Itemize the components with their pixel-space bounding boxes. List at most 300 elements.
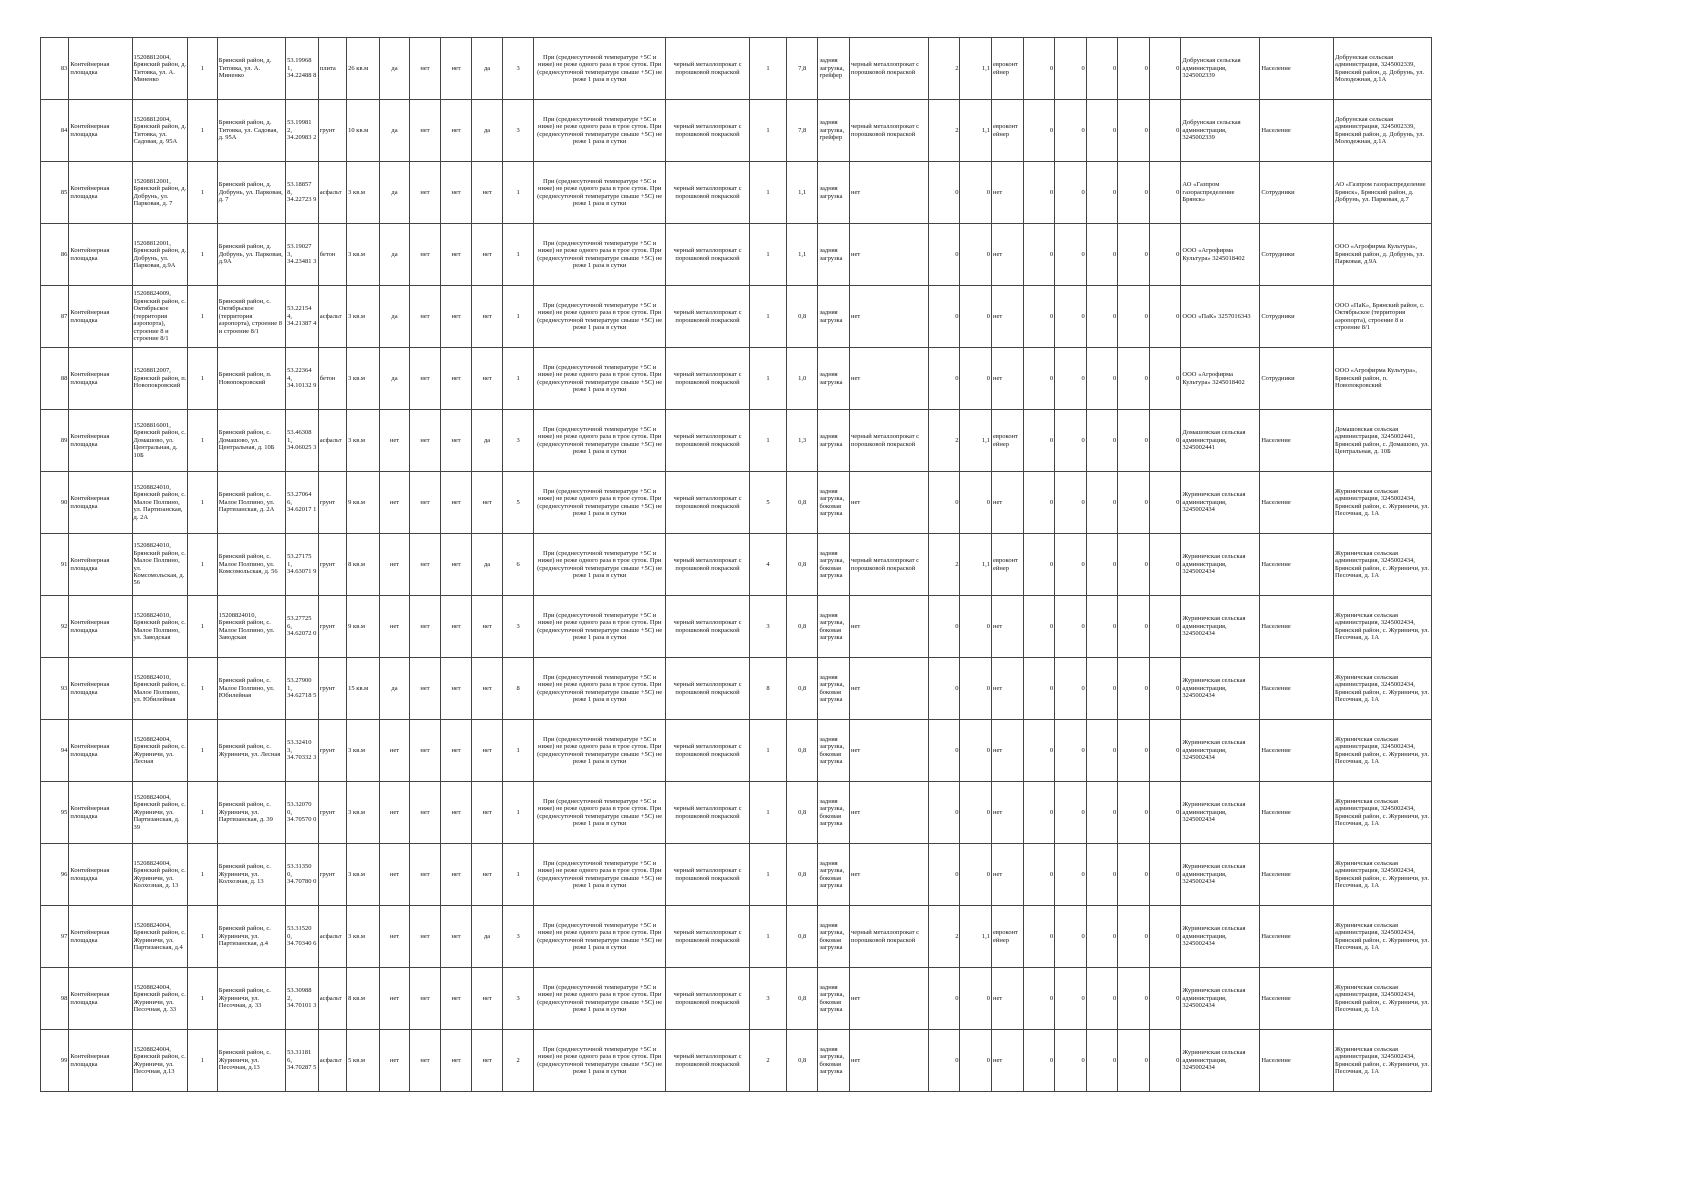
zero-col-4: 0: [1118, 844, 1150, 906]
collection-schedule: При (среднесуточной температуре +5С и ниже) не реже одного раза в трое суток. При (среднесуточной температуре свыше +5С) не реже 1 раза в сутки: [534, 534, 666, 596]
site-coordinates: 53.19968 1, 34.22488 8: [286, 38, 319, 100]
zero-col-3: 0: [1086, 968, 1118, 1030]
row-number: 99: [41, 1030, 69, 1092]
zero-col-1: 0: [1023, 472, 1055, 534]
container-material: черный металлопрокат с порошковой покраской: [665, 348, 749, 410]
container-kind-2: евроконт ейнер: [992, 38, 1024, 100]
site-coordinates: 53.27064 6, 34.62017 1: [286, 472, 319, 534]
site-count: 1: [188, 720, 217, 782]
container-qty: 8: [750, 658, 787, 720]
waste-source: Население: [1260, 38, 1334, 100]
container-kind-2: нет: [992, 720, 1024, 782]
site-location: Брянский район, с. Октябрьское (территория аэропорта), строение 8 и строение 8/1: [217, 286, 285, 348]
owner-details: Журиничская сельская администрация, 3245002434, Брянский район, с. Журиничи, ул. Песочная, д. 1А: [1333, 658, 1431, 720]
table-row: [41, 38, 1432, 100]
flag-c: нет: [440, 720, 472, 782]
site-type: Контейнерная площадка: [69, 968, 132, 1030]
collection-schedule: При (среднесуточной температуре +5С и ниже) не реже одного раза в трое суток. При (среднесуточной температуре свыше +5С) не реже 1 раза в сутки: [534, 100, 666, 162]
site-area: 15 кв.м: [347, 658, 380, 720]
row-number: 88: [41, 348, 69, 410]
site-location: Брянский район, с. Малое Полпино, ул. Партизанская, д. 2А: [217, 472, 285, 534]
flag-a: нет: [379, 1030, 410, 1092]
collection-schedule: При (среднесуточной температуре +5С и ниже) не реже одного раза в трое суток. При (среднесуточной температуре свыше +5С) не реже 1 раза в сутки: [534, 906, 666, 968]
flag-a: да: [379, 100, 410, 162]
row-number: 83: [41, 38, 69, 100]
zero-col-2: 0: [1055, 844, 1087, 906]
site-coordinates: 53.30988 2, 34.70101 3: [286, 968, 319, 1030]
owner: Журиничская сельская администрация, 3245002434: [1181, 720, 1260, 782]
zero-col-5: 0: [1149, 968, 1181, 1030]
site-type: Контейнерная площадка: [69, 534, 132, 596]
container-count: 3: [502, 100, 534, 162]
owner: Журиничская сельская администрация, 3245002434: [1181, 782, 1260, 844]
container-count: 6: [502, 534, 534, 596]
container-kind-2: нет: [992, 968, 1024, 1030]
site-count: 1: [188, 472, 217, 534]
flag-b: нет: [410, 286, 441, 348]
collection-schedule: При (среднесуточной температуре +5С и ниже) не реже одного раза в трое суток. При (среднесуточной температуре свыше +5С) не реже 1 раза в сутки: [534, 224, 666, 286]
site-location: Брянский район, д. Титовка, ул. А. Миненко: [217, 38, 285, 100]
flag-b: нет: [410, 534, 441, 596]
container-material: черный металлопрокат с порошковой покраской: [665, 596, 749, 658]
flag-c: нет: [440, 472, 472, 534]
zero-col-4: 0: [1118, 472, 1150, 534]
flag-a: нет: [379, 410, 410, 472]
site-location: Брянский район, с. Малое Полпино, ул. Юбилейная: [217, 658, 285, 720]
container-volume: 7,8: [786, 100, 818, 162]
container-material-2: нет: [850, 720, 929, 782]
waste-source: Население: [1260, 1030, 1334, 1092]
site-address: 15208812001, Брянский район, д. Добрунь, ул. Парковая, д.9А: [132, 224, 188, 286]
flag-c: нет: [440, 844, 472, 906]
zero-col-5: 0: [1149, 782, 1181, 844]
container-count: 1: [502, 348, 534, 410]
site-count: 1: [188, 596, 217, 658]
owner: Журиничская сельская администрация, 3245002434: [1181, 596, 1260, 658]
surface-type: асфальт: [318, 162, 346, 224]
row-number: 92: [41, 596, 69, 658]
site-location: Брянский район, с. Домашово, ул. Центральная, д. 10Б: [217, 410, 285, 472]
load-type: задняя загрузка, боковая загрузка: [818, 906, 850, 968]
site-type: Контейнерная площадка: [69, 1030, 132, 1092]
zero-col-4: 0: [1118, 162, 1150, 224]
flag-b: нет: [410, 38, 441, 100]
row-number: 94: [41, 720, 69, 782]
site-address: 15208824004, Брянский район, с. Журиничи, ул. Партизанская, д.4: [132, 906, 188, 968]
container-count: 3: [502, 596, 534, 658]
container-kind-2: нет: [992, 782, 1024, 844]
zero-col-4: 0: [1118, 1030, 1150, 1092]
zero-col-2: 0: [1055, 906, 1087, 968]
flag-c: нет: [440, 38, 472, 100]
site-area: 3 кв.м: [347, 286, 380, 348]
flag-d: нет: [472, 1030, 503, 1092]
site-address: 15208824004, Брянский район, с. Журиничи, ул. Лесная: [132, 720, 188, 782]
site-type: Контейнерная площадка: [69, 348, 132, 410]
surface-type: асфальт: [318, 286, 346, 348]
waste-source: Сотрудники: [1260, 286, 1334, 348]
flag-a: да: [379, 286, 410, 348]
site-address: 15208824010, Брянский район, с. Малое Полпино, ул. Комсомольская, д. 56: [132, 534, 188, 596]
container-count: 5: [502, 472, 534, 534]
container-kind-2: нет: [992, 348, 1024, 410]
flag-b: нет: [410, 472, 441, 534]
container-volume: 1,3: [786, 410, 818, 472]
container-kind-2: нет: [992, 1030, 1024, 1092]
owner: ООО «ПаК» 3257016343: [1181, 286, 1260, 348]
site-area: 3 кв.м: [347, 410, 380, 472]
zero-col-5: 0: [1149, 534, 1181, 596]
flag-c: нет: [440, 782, 472, 844]
collection-schedule: При (среднесуточной температуре +5С и ниже) не реже одного раза в трое суток. При (среднесуточной температуре свыше +5С) не реже 1 раза в сутки: [534, 38, 666, 100]
flag-a: да: [379, 348, 410, 410]
container-qty-2: 0: [928, 782, 960, 844]
container-qty: 2: [750, 1030, 787, 1092]
surface-type: грунт: [318, 534, 346, 596]
table-row: [41, 348, 1432, 410]
zero-col-1: 0: [1023, 658, 1055, 720]
flag-c: нет: [440, 968, 472, 1030]
table-row: [41, 658, 1432, 720]
owner: Журиничская сельская администрация, 3245002434: [1181, 534, 1260, 596]
surface-type: асфальт: [318, 906, 346, 968]
zero-col-4: 0: [1118, 224, 1150, 286]
site-type: Контейнерная площадка: [69, 658, 132, 720]
site-location: Брянский район, п. Новопокровский: [217, 348, 285, 410]
owner-details: Журиничская сельская администрация, 3245002434, Брянский район, с. Журиничи, ул. Песочная, д. 1А: [1333, 906, 1431, 968]
site-location: Брянский район, с. Малое Полпино, ул. Комсомольская, д. 56: [217, 534, 285, 596]
zero-col-5: 0: [1149, 472, 1181, 534]
container-volume-2: 1,1: [960, 534, 992, 596]
zero-col-5: 0: [1149, 844, 1181, 906]
site-type: Контейнерная площадка: [69, 286, 132, 348]
container-qty: 1: [750, 100, 787, 162]
flag-b: нет: [410, 720, 441, 782]
flag-b: нет: [410, 224, 441, 286]
container-qty: 1: [750, 348, 787, 410]
container-material-2: нет: [850, 658, 929, 720]
container-qty-2: 2: [928, 906, 960, 968]
owner-details: Журиничская сельская администрация, 3245002434, Брянский район, с. Журиничи, ул. Песочная, д. 1А: [1333, 596, 1431, 658]
zero-col-3: 0: [1086, 472, 1118, 534]
flag-b: нет: [410, 906, 441, 968]
site-address: 15208824004, Брянский район, с. Журиничи, ул. Колхозная, д. 13: [132, 844, 188, 906]
zero-col-1: 0: [1023, 782, 1055, 844]
container-volume: 0,8: [786, 286, 818, 348]
zero-col-4: 0: [1118, 906, 1150, 968]
container-count: 8: [502, 658, 534, 720]
container-kind-2: евроконт ейнер: [992, 906, 1024, 968]
owner-details: Домашовская сельская администрация, 3245002441, Брянский район, с. Домашово, ул. Центральная, д. 10Б: [1333, 410, 1431, 472]
container-material-2: черный металлопрокат с порошковой покраской: [850, 534, 929, 596]
container-volume-2: 1,1: [960, 38, 992, 100]
flag-c: нет: [440, 658, 472, 720]
site-area: 8 кв.м: [347, 534, 380, 596]
container-count: 3: [502, 906, 534, 968]
flag-a: нет: [379, 534, 410, 596]
site-coordinates: 53.22364 4, 34.10132 9: [286, 348, 319, 410]
surface-type: грунт: [318, 596, 346, 658]
row-number: 93: [41, 658, 69, 720]
site-type: Контейнерная площадка: [69, 410, 132, 472]
container-volume-2: 1,1: [960, 100, 992, 162]
zero-col-4: 0: [1118, 596, 1150, 658]
zero-col-4: 0: [1118, 534, 1150, 596]
row-number: 87: [41, 286, 69, 348]
site-address: 15208824009, Брянский район, с. Октябрьское (территория аэропорта), строение 8 и строение 8/1: [132, 286, 188, 348]
row-number: 97: [41, 906, 69, 968]
flag-d: нет: [472, 348, 503, 410]
site-address: 15208812001, Брянский район, д. Добрунь, ул. Парковая, д. 7: [132, 162, 188, 224]
container-count: 1: [502, 782, 534, 844]
container-volume: 0,8: [786, 658, 818, 720]
container-volume-2: 0: [960, 348, 992, 410]
site-location: Брянский район, с. Журиничи, ул. Колхозная, д. 13: [217, 844, 285, 906]
zero-col-2: 0: [1055, 162, 1087, 224]
container-volume-2: 0: [960, 658, 992, 720]
waste-source: Население: [1260, 720, 1334, 782]
flag-a: нет: [379, 844, 410, 906]
container-volume: 0,8: [786, 472, 818, 534]
site-type: Контейнерная площадка: [69, 472, 132, 534]
zero-col-5: 0: [1149, 162, 1181, 224]
owner-details: АО «Газпром газораспределение Брянск», Брянский район, д. Добрунь, ул. Парковая, д.7: [1333, 162, 1431, 224]
container-volume: 0,8: [786, 844, 818, 906]
container-material: черный металлопрокат с порошковой покраской: [665, 534, 749, 596]
owner-details: ООО «Агрофирма Культура», Брянский район, п. Новопокровский: [1333, 348, 1431, 410]
flag-b: нет: [410, 100, 441, 162]
zero-col-5: 0: [1149, 286, 1181, 348]
zero-col-3: 0: [1086, 906, 1118, 968]
zero-col-4: 0: [1118, 348, 1150, 410]
container-qty-2: 0: [928, 224, 960, 286]
table-row: [41, 224, 1432, 286]
container-material: черный металлопрокат с порошковой покраской: [665, 658, 749, 720]
zero-col-2: 0: [1055, 224, 1087, 286]
zero-col-2: 0: [1055, 596, 1087, 658]
load-type: задняя загрузка, боковая загрузка: [818, 658, 850, 720]
site-coordinates: 53.27900 1, 34.62718 5: [286, 658, 319, 720]
waste-source: Население: [1260, 968, 1334, 1030]
container-material: черный металлопрокат с порошковой покраской: [665, 162, 749, 224]
container-kind-2: евроконт ейнер: [992, 534, 1024, 596]
registry-table: [40, 37, 1432, 1092]
container-volume-2: 0: [960, 782, 992, 844]
container-qty-2: 0: [928, 472, 960, 534]
container-material: черный металлопрокат с порошковой покраской: [665, 410, 749, 472]
owner-details: Добрунская сельская администрация, 3245002339, Брянский район, д. Добрунь, ул. Молодежная, д.1А: [1333, 100, 1431, 162]
container-qty-2: 2: [928, 534, 960, 596]
surface-type: асфальт: [318, 1030, 346, 1092]
load-type: задняя загрузка, боковая загрузка: [818, 534, 850, 596]
site-coordinates: 53.31350 0, 34.70780 0: [286, 844, 319, 906]
site-area: 9 кв.м: [347, 472, 380, 534]
load-type: задняя загрузка, грейфер: [818, 100, 850, 162]
flag-d: да: [472, 410, 503, 472]
container-volume: 1,0: [786, 348, 818, 410]
row-number: 95: [41, 782, 69, 844]
site-address: 15208812004, Брянский район, д. Титовка, ул. А. Миненко: [132, 38, 188, 100]
row-number: 89: [41, 410, 69, 472]
collection-schedule: При (среднесуточной температуре +5С и ниже) не реже одного раза в трое суток. При (среднесуточной температуре свыше +5С) не реже 1 раза в сутки: [534, 410, 666, 472]
container-count: 3: [502, 38, 534, 100]
flag-c: нет: [440, 1030, 472, 1092]
zero-col-1: 0: [1023, 348, 1055, 410]
container-material: черный металлопрокат с порошковой покраской: [665, 844, 749, 906]
site-address: 15208812007, Брянский район, п. Новопокровский: [132, 348, 188, 410]
flag-d: нет: [472, 720, 503, 782]
container-qty: 1: [750, 38, 787, 100]
surface-type: грунт: [318, 472, 346, 534]
container-volume-2: 0: [960, 286, 992, 348]
waste-source: Сотрудники: [1260, 162, 1334, 224]
zero-col-5: 0: [1149, 1030, 1181, 1092]
flag-d: нет: [472, 472, 503, 534]
zero-col-3: 0: [1086, 224, 1118, 286]
zero-col-2: 0: [1055, 968, 1087, 1030]
load-type: задняя загрузка, боковая загрузка: [818, 782, 850, 844]
container-kind-2: евроконт ейнер: [992, 410, 1024, 472]
zero-col-5: 0: [1149, 224, 1181, 286]
owner-details: Журиничская сельская администрация, 3245002434, Брянский район, с. Журиничи, ул. Песочная, д. 1А: [1333, 968, 1431, 1030]
site-coordinates: 53.27725 6, 34.62072 0: [286, 596, 319, 658]
site-type: Контейнерная площадка: [69, 906, 132, 968]
surface-type: грунт: [318, 844, 346, 906]
waste-source: Сотрудники: [1260, 224, 1334, 286]
table-row: [41, 100, 1432, 162]
registry-body: [41, 38, 1432, 1092]
owner-details: Журиничская сельская администрация, 3245002434, Брянский район, с. Журиничи, ул. Песочная, д. 1А: [1333, 720, 1431, 782]
zero-col-1: 0: [1023, 162, 1055, 224]
zero-col-1: 0: [1023, 100, 1055, 162]
zero-col-3: 0: [1086, 100, 1118, 162]
flag-b: нет: [410, 1030, 441, 1092]
container-qty: 1: [750, 720, 787, 782]
site-area: 3 кв.м: [347, 782, 380, 844]
zero-col-3: 0: [1086, 162, 1118, 224]
site-coordinates: 53.22154 4, 34.21387 4: [286, 286, 319, 348]
owner-details: ООО «ПаК», Брянский район, с. Октябрьское (территория аэропорта), строение 8 и строение 8/1: [1333, 286, 1431, 348]
container-qty-2: 0: [928, 286, 960, 348]
site-area: 9 кв.м: [347, 596, 380, 658]
zero-col-3: 0: [1086, 720, 1118, 782]
surface-type: плита: [318, 38, 346, 100]
zero-col-2: 0: [1055, 286, 1087, 348]
flag-c: нет: [440, 286, 472, 348]
flag-d: нет: [472, 286, 503, 348]
flag-c: нет: [440, 410, 472, 472]
zero-col-5: 0: [1149, 596, 1181, 658]
flag-c: нет: [440, 906, 472, 968]
load-type: задняя загрузка, боковая загрузка: [818, 1030, 850, 1092]
zero-col-4: 0: [1118, 410, 1150, 472]
site-location: Брянский район, с. Журиничи, ул. Лесная: [217, 720, 285, 782]
collection-schedule: При (среднесуточной температуре +5С и ниже) не реже одного раза в трое суток. При (среднесуточной температуре свыше +5С) не реже 1 раза в сутки: [534, 348, 666, 410]
container-material: черный металлопрокат с порошковой покраской: [665, 1030, 749, 1092]
container-kind-2: нет: [992, 286, 1024, 348]
row-number: 84: [41, 100, 69, 162]
container-material: черный металлопрокат с порошковой покраской: [665, 100, 749, 162]
row-number: 96: [41, 844, 69, 906]
container-qty: 1: [750, 844, 787, 906]
flag-d: нет: [472, 658, 503, 720]
site-type: Контейнерная площадка: [69, 224, 132, 286]
owner: Журиничская сельская администрация, 3245002434: [1181, 968, 1260, 1030]
zero-col-2: 0: [1055, 348, 1087, 410]
table-row: [41, 162, 1432, 224]
owner: Добрунская сельская администрация, 3245002339: [1181, 100, 1260, 162]
load-type: задняя загрузка: [818, 348, 850, 410]
flag-d: да: [472, 534, 503, 596]
flag-c: нет: [440, 348, 472, 410]
flag-a: да: [379, 224, 410, 286]
container-volume-2: 0: [960, 162, 992, 224]
container-qty: 1: [750, 224, 787, 286]
site-area: 3 кв.м: [347, 906, 380, 968]
site-address: 15208816001, Брянский район, с. Домашово, ул. Центральная, д. 10Б: [132, 410, 188, 472]
surface-type: асфальт: [318, 410, 346, 472]
container-material: черный металлопрокат с порошковой покраской: [665, 720, 749, 782]
container-count: 2: [502, 1030, 534, 1092]
container-qty: 1: [750, 782, 787, 844]
container-material-2: черный металлопрокат с порошковой покраской: [850, 410, 929, 472]
site-area: 3 кв.м: [347, 348, 380, 410]
container-volume-2: 0: [960, 472, 992, 534]
zero-col-5: 0: [1149, 906, 1181, 968]
flag-a: да: [379, 658, 410, 720]
zero-col-3: 0: [1086, 38, 1118, 100]
container-volume: 0,8: [786, 596, 818, 658]
flag-a: нет: [379, 472, 410, 534]
flag-c: нет: [440, 224, 472, 286]
flag-a: нет: [379, 906, 410, 968]
container-volume: 0,8: [786, 782, 818, 844]
zero-col-2: 0: [1055, 720, 1087, 782]
container-qty-2: 2: [928, 38, 960, 100]
container-count: 3: [502, 410, 534, 472]
table-row: [41, 906, 1432, 968]
container-count: 1: [502, 162, 534, 224]
zero-col-5: 0: [1149, 348, 1181, 410]
zero-col-4: 0: [1118, 782, 1150, 844]
container-material: черный металлопрокат с порошковой покраской: [665, 224, 749, 286]
zero-col-3: 0: [1086, 596, 1118, 658]
container-volume: 0,8: [786, 968, 818, 1030]
site-count: 1: [188, 100, 217, 162]
container-qty: 3: [750, 968, 787, 1030]
container-material-2: нет: [850, 224, 929, 286]
container-material-2: нет: [850, 286, 929, 348]
owner: ООО «Агрофирма Культура» 3245018402: [1181, 224, 1260, 286]
surface-type: грунт: [318, 782, 346, 844]
surface-type: грунт: [318, 100, 346, 162]
site-type: Контейнерная площадка: [69, 720, 132, 782]
collection-schedule: При (среднесуточной температуре +5С и ниже) не реже одного раза в трое суток. При (среднесуточной температуре свыше +5С) не реже 1 раза в сутки: [534, 1030, 666, 1092]
flag-b: нет: [410, 162, 441, 224]
load-type: задняя загрузка: [818, 410, 850, 472]
site-location: Брянский район, с. Журиничи, ул. Песочная, д.13: [217, 1030, 285, 1092]
flag-d: нет: [472, 162, 503, 224]
surface-type: грунт: [318, 658, 346, 720]
site-coordinates: 53.32070 0, 34.70570 0: [286, 782, 319, 844]
container-volume: 1,1: [786, 162, 818, 224]
zero-col-1: 0: [1023, 906, 1055, 968]
flag-c: нет: [440, 162, 472, 224]
container-qty-2: 0: [928, 720, 960, 782]
container-qty-2: 0: [928, 844, 960, 906]
container-qty-2: 0: [928, 162, 960, 224]
collection-schedule: При (среднесуточной температуре +5С и ниже) не реже одного раза в трое суток. При (среднесуточной температуре свыше +5С) не реже 1 раза в сутки: [534, 968, 666, 1030]
